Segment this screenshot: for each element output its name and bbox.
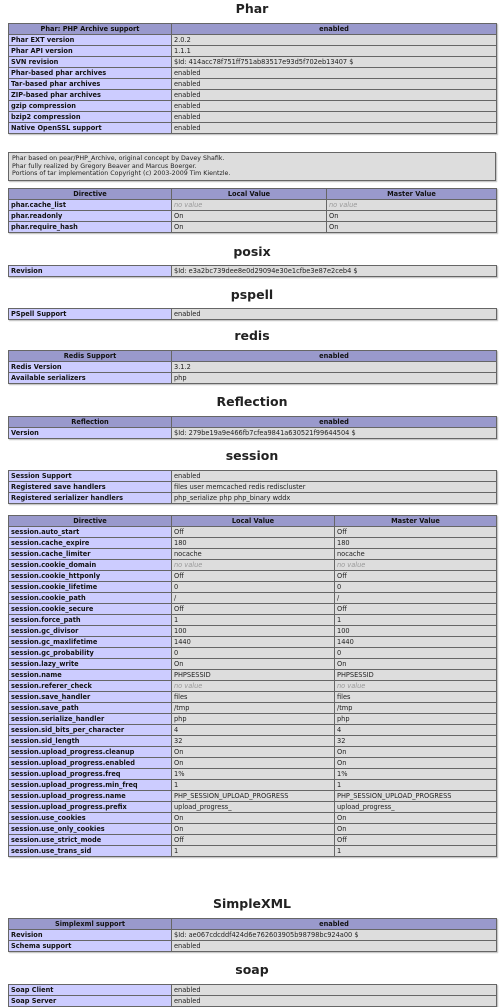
row-value: 0 xyxy=(335,582,497,593)
row-value: no value xyxy=(172,681,335,692)
row-label: session.use_trans_sid xyxy=(9,846,172,857)
row-value: Off xyxy=(335,835,497,846)
row-value: enabled xyxy=(172,985,497,996)
row-value: upload_progress_ xyxy=(172,802,335,813)
session-directives-table xyxy=(8,515,497,857)
table-row xyxy=(9,79,497,90)
row-value: 0 xyxy=(335,648,497,659)
row-value: $Id: e3a2bc739dee8e0d29094e30e1cfbe3e87e2ceb4 $ xyxy=(172,266,497,277)
table-row xyxy=(9,362,497,373)
section-title-phar: Phar xyxy=(235,1,269,16)
section-title-pspell: pspell xyxy=(230,287,274,302)
row-label: session.auto_start xyxy=(9,527,172,538)
table-row xyxy=(9,68,497,79)
row-value: enabled xyxy=(172,123,497,134)
table-header-cell: Directive xyxy=(9,189,172,200)
table-row xyxy=(9,615,497,626)
row-label: Phar-based phar archives xyxy=(9,68,172,79)
section-title-simplexml: SimpleXML xyxy=(212,896,292,911)
row-value: /tmp xyxy=(172,703,335,714)
row-value: Off xyxy=(172,604,335,615)
row-value: no value xyxy=(172,200,327,211)
row-value: 100 xyxy=(172,626,335,637)
table-row xyxy=(9,549,497,560)
section-title-posix: posix xyxy=(233,244,271,259)
row-value: 180 xyxy=(172,538,335,549)
row-value: On xyxy=(327,222,497,233)
row-value: nocache xyxy=(172,549,335,560)
row-value: 1440 xyxy=(335,637,497,648)
row-value: On xyxy=(172,747,335,758)
row-value: On xyxy=(335,813,497,824)
table-row xyxy=(9,538,497,549)
row-value: 4 xyxy=(335,725,497,736)
row-value: 1 xyxy=(335,846,497,857)
description-line: Phar fully realized by Gregory Beaver and Marcus Boerger. xyxy=(12,162,197,170)
row-value: On xyxy=(172,824,335,835)
row-label: session.lazy_write xyxy=(9,659,172,670)
row-label: session.sid_length xyxy=(9,736,172,747)
row-label: Registered serializer handlers xyxy=(9,493,172,504)
row-value: On xyxy=(335,758,497,769)
posix-table xyxy=(8,265,497,277)
row-value: Off xyxy=(172,835,335,846)
row-value: nocache xyxy=(335,549,497,560)
row-value: $Id: 414acc78f751ff751ab83517e93d5f702eb13407 $ xyxy=(172,57,497,68)
table-row xyxy=(9,112,497,123)
row-label: session.cache_limiter xyxy=(9,549,172,560)
table-header-cell: Local Value xyxy=(172,516,335,527)
row-value: Off xyxy=(335,604,497,615)
table-header-cell: Phar: PHP Archive support xyxy=(9,24,172,35)
table-header-row xyxy=(9,24,497,35)
table-header-cell: Local Value xyxy=(172,189,327,200)
description-line: Portions of tar implementation Copyright (c) 2003-2009 Tim Kientzle. xyxy=(12,170,231,177)
row-value: On xyxy=(327,211,497,222)
table-row xyxy=(9,758,497,769)
table-row xyxy=(9,373,497,384)
table-row xyxy=(9,769,497,780)
row-label: phar.readonly xyxy=(9,211,172,222)
row-value: 0 xyxy=(172,582,335,593)
row-label: session.gc_maxlifetime xyxy=(9,637,172,648)
row-label: Phar EXT version xyxy=(9,35,172,46)
table-row xyxy=(9,714,497,725)
table-header-cell: Master Value xyxy=(335,516,497,527)
row-label: Version xyxy=(9,428,172,439)
row-label: session.upload_progress.min_freq xyxy=(9,780,172,791)
table-row xyxy=(9,747,497,758)
table-row xyxy=(9,604,497,615)
table-row xyxy=(9,941,497,952)
row-value: On xyxy=(172,758,335,769)
table-row xyxy=(9,123,497,134)
row-value: files xyxy=(172,692,335,703)
table-row xyxy=(9,692,497,703)
row-label: Soap Client xyxy=(9,985,172,996)
table-row xyxy=(9,571,497,582)
row-value: 0 xyxy=(172,648,335,659)
phar-support-table xyxy=(8,23,497,134)
row-value: enabled xyxy=(172,90,497,101)
row-label: session.force_path xyxy=(9,615,172,626)
table-row xyxy=(9,648,497,659)
session-info-table xyxy=(8,470,497,504)
table-row xyxy=(9,211,497,222)
table-row xyxy=(9,57,497,68)
row-label: Available serializers xyxy=(9,373,172,384)
row-value: PHPSESSID xyxy=(172,670,335,681)
table-row xyxy=(9,90,497,101)
table-row xyxy=(9,637,497,648)
table-row xyxy=(9,802,497,813)
row-value: On xyxy=(335,824,497,835)
table-header-cell: enabled xyxy=(172,351,497,362)
table-row xyxy=(9,626,497,637)
row-label: session.cookie_lifetime xyxy=(9,582,172,593)
table-header-cell: Redis Support xyxy=(9,351,172,362)
table-header-row xyxy=(9,516,497,527)
row-label: session.gc_divisor xyxy=(9,626,172,637)
row-value: 1 xyxy=(172,780,335,791)
row-label: session.gc_probability xyxy=(9,648,172,659)
table-header-cell: enabled xyxy=(172,417,497,428)
section-title-session: session xyxy=(225,448,279,463)
row-label: Revision xyxy=(9,930,172,941)
row-value: 32 xyxy=(172,736,335,747)
table-row xyxy=(9,582,497,593)
table-header-cell: enabled xyxy=(172,919,497,930)
section-title-soap: soap xyxy=(235,962,269,977)
row-label: session.save_handler xyxy=(9,692,172,703)
row-label: session.upload_progress.enabled xyxy=(9,758,172,769)
row-value: 180 xyxy=(335,538,497,549)
row-label: session.upload_progress.name xyxy=(9,791,172,802)
table-header-cell: Directive xyxy=(9,516,172,527)
row-value: 1 xyxy=(172,615,335,626)
row-value: PHP_SESSION_UPLOAD_PROGRESS xyxy=(172,791,335,802)
pspell-table xyxy=(8,308,497,320)
row-value: Off xyxy=(335,527,497,538)
row-value: 32 xyxy=(335,736,497,747)
row-value: php xyxy=(172,373,497,384)
table-row xyxy=(9,560,497,571)
row-label: phar.require_hash xyxy=(9,222,172,233)
row-value: 100 xyxy=(335,626,497,637)
row-value: On xyxy=(335,747,497,758)
row-label: session.use_only_cookies xyxy=(9,824,172,835)
row-value: upload_progress_ xyxy=(335,802,497,813)
table-header-cell: Master Value xyxy=(327,189,497,200)
row-label: session.upload_progress.cleanup xyxy=(9,747,172,758)
table-row xyxy=(9,846,497,857)
redis-table xyxy=(8,350,497,384)
row-value: files user memcached redis rediscluster xyxy=(172,482,497,493)
table-row xyxy=(9,428,497,439)
row-value: enabled xyxy=(172,112,497,123)
table-row xyxy=(9,593,497,604)
row-value: Off xyxy=(172,527,335,538)
row-value: Off xyxy=(172,571,335,582)
row-label: session.cookie_domain xyxy=(9,560,172,571)
row-value: On xyxy=(172,211,327,222)
row-value: files xyxy=(335,692,497,703)
row-label: Schema support xyxy=(9,941,172,952)
table-row xyxy=(9,736,497,747)
row-label: Registered save handlers xyxy=(9,482,172,493)
row-label: session.cookie_path xyxy=(9,593,172,604)
row-value: On xyxy=(335,659,497,670)
row-label: Session Support xyxy=(9,471,172,482)
row-label: Phar API version xyxy=(9,46,172,57)
row-value: $Id: ae067cdcddf424d6e762603905b98798bc924a00 $ xyxy=(172,930,497,941)
table-header-row xyxy=(9,189,497,200)
row-label: session.upload_progress.freq xyxy=(9,769,172,780)
reflection-table xyxy=(8,416,497,439)
row-value: enabled xyxy=(172,471,497,482)
row-value: 1 xyxy=(172,846,335,857)
row-value: 4 xyxy=(172,725,335,736)
row-value: 1 xyxy=(335,615,497,626)
phar-description xyxy=(8,152,496,181)
row-value: enabled xyxy=(172,941,497,952)
table-row xyxy=(9,493,497,504)
row-value: 3.1.2 xyxy=(172,362,497,373)
table-row xyxy=(9,791,497,802)
table-header-row xyxy=(9,919,497,930)
row-value: no value xyxy=(335,560,497,571)
table-header-cell: Simplexml support xyxy=(9,919,172,930)
row-label: Revision xyxy=(9,266,172,277)
table-row xyxy=(9,813,497,824)
row-value: enabled xyxy=(172,68,497,79)
row-value: 1 xyxy=(335,780,497,791)
table-row xyxy=(9,681,497,692)
simplexml-table xyxy=(8,918,497,952)
description-line: Phar based on pear/PHP_Archive, original concept by Davey Shafik. xyxy=(12,155,225,162)
row-value: 1.1.1 xyxy=(172,46,497,57)
row-value: no value xyxy=(335,681,497,692)
row-value: /tmp xyxy=(335,703,497,714)
row-value: Off xyxy=(335,571,497,582)
row-label: session.sid_bits_per_character xyxy=(9,725,172,736)
row-label: phar.cache_list xyxy=(9,200,172,211)
row-label: gzip compression xyxy=(9,101,172,112)
row-label: session.save_path xyxy=(9,703,172,714)
table-row xyxy=(9,471,497,482)
table-row xyxy=(9,200,497,211)
row-value: $Id: 279be19a9e466fb7cfea9841a630521f99644504 $ xyxy=(172,428,497,439)
row-label: SVN revision xyxy=(9,57,172,68)
table-row xyxy=(9,309,497,320)
row-value: PHP_SESSION_UPLOAD_PROGRESS xyxy=(335,791,497,802)
row-value: enabled xyxy=(172,101,497,112)
phar-directives-table xyxy=(8,188,497,233)
row-label: session.cookie_secure xyxy=(9,604,172,615)
row-label: ZIP-based phar archives xyxy=(9,90,172,101)
row-label: bzip2 compression xyxy=(9,112,172,123)
table-row xyxy=(9,930,497,941)
section-title-reflection: Reflection xyxy=(216,394,288,409)
row-label: session.use_strict_mode xyxy=(9,835,172,846)
table-row xyxy=(9,985,497,996)
row-value: enabled xyxy=(172,309,497,320)
row-label: Tar-based phar archives xyxy=(9,79,172,90)
row-label: session.name xyxy=(9,670,172,681)
row-value: / xyxy=(335,593,497,604)
row-value: On xyxy=(172,222,327,233)
table-header-cell: Reflection xyxy=(9,417,172,428)
row-label: session.referer_check xyxy=(9,681,172,692)
table-row xyxy=(9,482,497,493)
table-row xyxy=(9,46,497,57)
table-row xyxy=(9,996,497,1007)
row-value: php xyxy=(172,714,335,725)
row-value: enabled xyxy=(172,79,497,90)
table-row xyxy=(9,670,497,681)
row-label: Native OpenSSL support xyxy=(9,123,172,134)
row-value: enabled xyxy=(172,996,497,1007)
row-value: PHPSESSID xyxy=(335,670,497,681)
row-value: php_serialize php php_binary wddx xyxy=(172,493,497,504)
row-value: / xyxy=(172,593,335,604)
table-row xyxy=(9,527,497,538)
row-value: On xyxy=(172,813,335,824)
row-label: session.use_cookies xyxy=(9,813,172,824)
row-label: Soap Server xyxy=(9,996,172,1007)
row-label: PSpell Support xyxy=(9,309,172,320)
row-value: no value xyxy=(327,200,497,211)
row-label: Redis Version xyxy=(9,362,172,373)
table-row xyxy=(9,266,497,277)
row-value: 1% xyxy=(172,769,335,780)
table-header-cell: enabled xyxy=(172,24,497,35)
row-label: session.serialize_handler xyxy=(9,714,172,725)
table-row xyxy=(9,835,497,846)
section-title-redis: redis xyxy=(234,328,270,343)
row-value: php xyxy=(335,714,497,725)
row-label: session.cookie_httponly xyxy=(9,571,172,582)
table-row xyxy=(9,725,497,736)
row-value: On xyxy=(172,659,335,670)
row-value: 1440 xyxy=(172,637,335,648)
table-row xyxy=(9,780,497,791)
table-row xyxy=(9,659,497,670)
row-value: 2.0.2 xyxy=(172,35,497,46)
row-label: session.upload_progress.prefix xyxy=(9,802,172,813)
row-value: no value xyxy=(172,560,335,571)
table-header-row xyxy=(9,351,497,362)
table-row xyxy=(9,703,497,714)
row-value: 1% xyxy=(335,769,497,780)
table-row xyxy=(9,222,497,233)
row-label: session.cache_expire xyxy=(9,538,172,549)
table-row xyxy=(9,35,497,46)
table-row xyxy=(9,101,497,112)
table-header-row xyxy=(9,417,497,428)
table-row xyxy=(9,824,497,835)
soap-table xyxy=(8,984,497,1007)
